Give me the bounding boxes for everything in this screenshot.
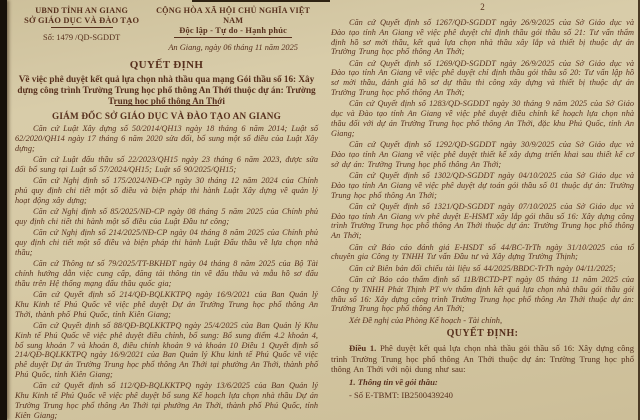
authority-heading: GIÁM ĐỐC SỞ GIÁO DỤC VÀ ĐÀO TẠO AN GIANG bbox=[52, 111, 281, 122]
citation-paragraph: Căn cứ Thông tư số 79/2025/TT-BKHĐT ngày 04 tháng 8 năm 2025 của Bộ Tài chính hướng dẫn việc cung cấp, đăng tải thông tin về đấu thầu và mẫu hồ sơ đấu thầu trên Hệ thống mạng đấu thầu quốc gia; bbox=[15, 259, 318, 288]
etbmt-line: - Số E-TBMT: IB2500439240 bbox=[349, 390, 453, 401]
document-title: QUYẾT ĐỊNH bbox=[129, 59, 204, 71]
citation-paragraph: Căn cứ Luật đấu thầu số 22/2023/QH15 ngày 23 tháng 6 năm 2023, được sửa đổi bổ sung tại Luật số 57/2024/QH15; Luật số 90/2025/QH15; bbox=[15, 155, 318, 175]
citation-paragraph: Căn cứ Quyết định số 1283/QD-SGDDT ngày 30 tháng 9 năm 2025 của Sở Giáo dục và Đào tạo tỉnh An Giang về việc phê duyệt điều chỉnh kế hoạch lựa chọn nhà thầu đối với dự án Trường Trung học phổ thông An Thới, đặc khu Phú Quốc, tỉnh An Giang; bbox=[331, 99, 634, 138]
citation-paragraph: Căn cứ Quyết định số 214/QĐ-BQLKKTPQ ngày 16/9/2021 của Ban Quản lý Khu Kinh tế Phú Quốc về việc phê duyệt Dự án Trường Trung học phổ thông An Thới, thành phố Phú Quốc, tỉnh Kiên Giang; bbox=[15, 290, 318, 319]
citation-paragraph: Căn cứ Quyết định số 88/QĐ-BQLKKTPQ ngày 25/4/2025 của Ban Quản lý Khu Kinh tế Phú Quốc về việc phê duyệt điều chỉnh, bổ sung: Bổ sung điểm 4.2 khoản 4, bổ sung khoản 7 và khoản 8, điều chỉnh khoản 9 và khoản 10 Điều 1 Quyết định số 214/QĐ-BQLKKTPQ ngày 16/9/2021 của Ban Quản lý Khu kinh tế Phú Quốc về việc phê duyệt Dự án Trường Trung học phổ thông An Thới tại phường An Thới, thành phố Phú Quốc, tỉnh Kiên Giang; bbox=[15, 321, 318, 380]
document-subtitle: Về việc phê duyệt kết quả lựa chọn nhà thầu qua mạng Gói thầu số 16: Xây dựng công trình Trường Trung học phổ thông An Thới thuộc dự án: Trường Trung học phổ thông An Thới bbox=[17, 74, 316, 106]
column-page-2 bbox=[331, 2, 634, 400]
citation-paragraph: Căn cứ Biên bản đối chiếu tài liệu số 44/2025/BBDC-TrTh ngày 04/11/2025; bbox=[349, 263, 616, 273]
place-date: An Giang, ngày 06 tháng 11 năm 2025 bbox=[168, 43, 298, 52]
org-name: SỞ GIÁO DỤC VÀ ĐÀO TẠO bbox=[24, 16, 140, 25]
article-1-label: Điều 1. bbox=[349, 343, 377, 354]
citation-paragraph: Căn cứ Quyết định số 1292/QD-SGDDT ngày 30/9/2025 của Sở Giáo dục và Đào tạo tỉnh An Giang về việc phê duyệt thiết kế xây dựng triển khai sau thiết kế cơ sở dự án: Trường Trung học phổ thông An Thới; bbox=[331, 140, 634, 169]
section-1-heading: 1. Thông tin về gói thầu: bbox=[349, 377, 438, 388]
citation-paragraph: Căn cứ Báo cáo đánh giá E-HSDT số 44/BC-TrTh ngày 31/10/2025 của tổ chuyên gia Công ty TNHH Tư vấn Đầu tư và Xây dựng Trường Thịnh; bbox=[331, 242, 634, 262]
citation-paragraph: Căn cứ Nghị định số 214/2025/NĐ-CP ngày 04 tháng 8 năm 2025 của Chính phủ quy định chi tiết một số điều và biện pháp thi hành Luật Đấu thầu về lựa chọn nhà thầu; bbox=[15, 228, 318, 257]
decision-heading: QUYẾT ĐỊNH: bbox=[446, 328, 519, 340]
article-1-text: Phê duyệt kết quả lựa chọn nhà thầu gói thầu số 16: Xây dựng công trình Trường Trung học phổ thông An Thới thuộc dự án: Trường Trung học phổ thông An Thới với nội dung như sau: bbox=[331, 343, 635, 374]
doc-number: Số: 1479 /QD-SGDDT bbox=[43, 33, 121, 42]
letterhead-issuer bbox=[15, 6, 148, 52]
page-number: 2 bbox=[480, 2, 485, 12]
national-motto-line2: Độc lập - Tự do - Hạnh phúc bbox=[179, 26, 288, 35]
citation-paragraph: Căn cứ Quyết định số 1267/QD-SGDDT ngày 26/9/2025 của Sở Giáo dục và Đào tạo tỉnh An Giang về việc phê duyệt chỉ định thầu gói thầu số 21: Tư vấn thẩm định hồ sơ mời thầu, kết quả lựa chọn nhà thầu xây lắp và thiết bị thuộc dự án Trường Trung học phổ thông An Thới; bbox=[331, 18, 634, 57]
citation-paragraph: Căn cứ Nghị định số 175/2024/NĐ-CP ngày 30 tháng 12 năm 2024 của Chính phủ quy định chi tiết một số điều và biện pháp thi hành Luật Xây dựng về quản lý hoạt động xây dựng; bbox=[15, 176, 318, 205]
citation-paragraph: Căn cứ Quyết định số 1269/QD-SGDDT ngày 26/9/2025 của Sở Giáo dục và Đào tạo tỉnh An Giang về việc phê duyệt chỉ định thầu gói thầu số 20: Tư vấn lập hồ sơ mời thầu, đánh giá hồ sơ dự thầu thi công xây dựng và thiết bị thuộc dự án Trường Trung học phổ thông An Thới; bbox=[331, 58, 634, 98]
article-1 bbox=[331, 343, 634, 374]
citation-paragraph: Căn cứ Nghị định số 85/2025/NĐ-CP ngày 08 tháng 5 năm 2025 của Chính phủ quy định chi tiết thi hành một số điều của Luật Đầu tư công; bbox=[15, 207, 318, 227]
citation-paragraph: Căn cứ Quyết định số 1321/QD-SGDDT ngày 07/10/2025 của Sở Giáo dục và Đào tạo tỉnh An Giang v/v phê duyệt E-HSMT xây lắp gói thầu số 16: Xây dựng công trình Trường Trung học phổ thông An Thới thuộc dự án: Trường Trung học phổ thông An Thới; bbox=[331, 201, 634, 241]
citation-paragraph: Căn cứ Báo cáo thẩm định số 11B/BCTD-PT ngày 05 tháng 11 năm 2025 của Công ty TNHH Phát Thịnh PT v/v thẩm định kết quả lựa chọn nhà thầu gói thầu gói thầu số 16: Xây dựng công trình Trường Trung học phổ thông An Thới thuộc dự án: Trường Trung học phổ thông An Thới; bbox=[331, 274, 634, 314]
national-motto-line1: CỘNG HÒA XÃ HỘI CHỦ NGHĨA VIỆT NAM bbox=[156, 6, 311, 25]
org-name-underline bbox=[51, 27, 113, 28]
scan-edge-left bbox=[0, 0, 7, 420]
citation-paragraph: Căn cứ Quyết định số 1302/QD-SGDDT ngày 04/10/2025 của Sở Giáo dục và Đào tạo tỉnh An Giang về việc phê duyệt dự toán gói thầu số 01 thuộc dự án: Trường Trung học phổ thông An Thới; bbox=[331, 170, 634, 200]
motto-underline bbox=[174, 37, 292, 38]
scan-edge-top bbox=[192, 0, 330, 2]
citation-paragraph: Căn cứ Luật Xây dựng số 50/2014/QH13 ngày 18 tháng 6 năm 2014; Luật số 62/2020/QH14 ngày 17 tháng 6 năm 2020 sửa đổi, bổ sung một số điều của Luật Xây dựng; bbox=[15, 124, 318, 153]
consideration-line: Xét Đề nghị của Phòng Kế hoạch - Tài chính, bbox=[349, 316, 503, 326]
column-page-1 bbox=[15, 6, 318, 420]
letterhead bbox=[15, 6, 318, 52]
org-parent: UBND TỈNH AN GIANG bbox=[35, 6, 129, 15]
citation-paragraph: Căn cứ Quyết định số 112/QĐ-BQLKKTPQ ngày 13/6/2025 của Ban Quản lý Khu Kinh tế Phú Quốc về việc phê duyệt bổ sung Kế hoạch lựa chọn nhà thầu Dự án Trường Trung học phổ thông An Thới tại phường An Thới, thành phố Phú Quốc, tỉnh Kiên Giang; bbox=[15, 381, 318, 420]
letterhead-national bbox=[148, 6, 318, 52]
